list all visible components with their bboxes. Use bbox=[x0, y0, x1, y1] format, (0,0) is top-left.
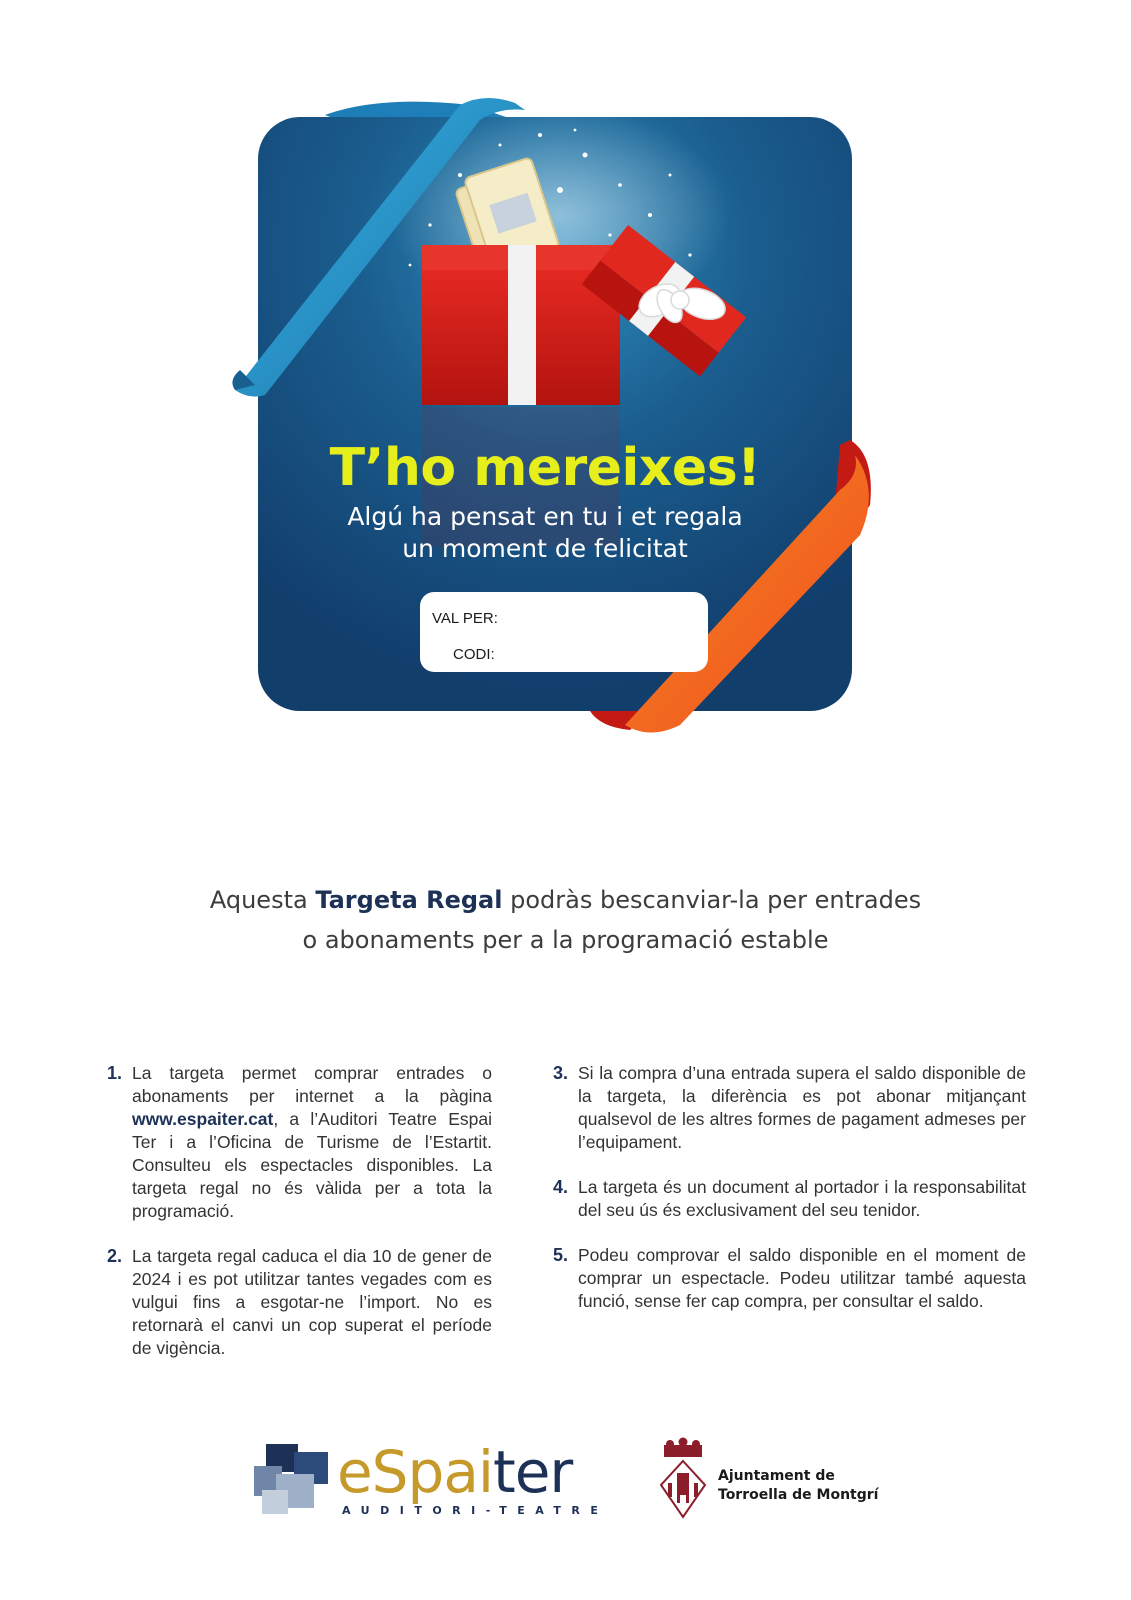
condition-item bbox=[553, 1244, 1026, 1313]
ajuntament-line-1: Ajuntament de bbox=[718, 1468, 835, 1484]
espaiter-logo bbox=[254, 1440, 609, 1520]
espaiter-squares-icon bbox=[254, 1440, 334, 1520]
conditions-left-column bbox=[107, 1062, 492, 1382]
espaiter-wordmark bbox=[337, 1438, 573, 1506]
condition-number: 1. bbox=[107, 1063, 123, 1083]
condition-item bbox=[553, 1062, 1026, 1154]
condition-item bbox=[553, 1176, 1026, 1222]
condition-text: Podeu comprovar el saldo disponible en el moment de comprar un espectacle. Podeu utilitzar també aquesta funció, sense fer cap compra, per consultar el saldo. bbox=[578, 1245, 1026, 1311]
condition-number: 5. bbox=[553, 1245, 569, 1265]
condition-text bbox=[132, 1062, 492, 1223]
card-subline-1: Algú ha pensat en tu i et regala bbox=[347, 502, 743, 532]
card-subline-2: un moment de felicitat bbox=[402, 534, 688, 564]
intro-line-1-post: podràs bescanviar-la per entrades bbox=[502, 886, 922, 914]
intro-highlight: Targeta Regal bbox=[315, 886, 503, 914]
intro-line-1-pre: Aquesta bbox=[209, 886, 316, 914]
voucher-fields-box bbox=[420, 592, 708, 672]
ajuntament-line-2: Torroella de Montgrí bbox=[718, 1487, 879, 1503]
gift-card bbox=[230, 95, 900, 755]
condition-1-text-post: , a l’Auditori Teatre Espai Ter i a l’Oficina de Turisme de l’Estartit. Consulteu els espectacles disponibles. La targeta regal no és vàlida per a tota la programació. bbox=[132, 1109, 492, 1221]
espaiter-word-gold: eSpai bbox=[337, 1438, 493, 1506]
condition-item bbox=[107, 1245, 492, 1360]
condition-item bbox=[107, 1062, 492, 1223]
condition-text: La targeta regal caduca el dia 10 de gener de 2024 i es pot utilitzar tantes vegades com es vulgui fins a esgotar-ne l’import. No es retornarà el canvi un cop superat el període de vigència. bbox=[132, 1246, 492, 1358]
espaiter-word-navy: ter bbox=[492, 1438, 573, 1506]
ajuntament-text bbox=[718, 1467, 878, 1505]
ajuntament-logo bbox=[658, 1437, 918, 1522]
espaiter-subtitle: AUDITORI-TEATRE bbox=[342, 1504, 609, 1517]
card-text-block bbox=[260, 440, 830, 565]
intro-line-2: o abonaments per a la programació estable bbox=[302, 926, 829, 954]
card-subline bbox=[260, 501, 830, 565]
codi-label: CODI: bbox=[453, 646, 495, 663]
coat-of-arms-icon bbox=[658, 1437, 708, 1519]
website-link[interactable]: www.espaiter.cat bbox=[132, 1109, 274, 1129]
condition-text: Si la compra d’una entrada supera el saldo disponible de la targeta, la diferència es pot abonar mitjançant qualsevol de les altres formes de pagament admeses per l’equipament. bbox=[578, 1063, 1026, 1152]
condition-number: 3. bbox=[553, 1063, 569, 1083]
condition-number: 4. bbox=[553, 1177, 569, 1197]
val-per-label: VAL PER: bbox=[432, 610, 498, 627]
intro-line-1 bbox=[0, 880, 1131, 920]
intro-text bbox=[0, 880, 1131, 960]
card-headline: T’ho mereixes! bbox=[329, 438, 761, 498]
condition-text: La targeta és un document al portador i la responsabilitat del seu ús és exclusivament del seu tenidor. bbox=[578, 1177, 1026, 1220]
condition-1-text-pre: La targeta permet comprar entrades o abonaments per internet a la pàgina bbox=[132, 1063, 492, 1106]
conditions-right-column bbox=[553, 1062, 1026, 1335]
condition-number: 2. bbox=[107, 1246, 123, 1266]
